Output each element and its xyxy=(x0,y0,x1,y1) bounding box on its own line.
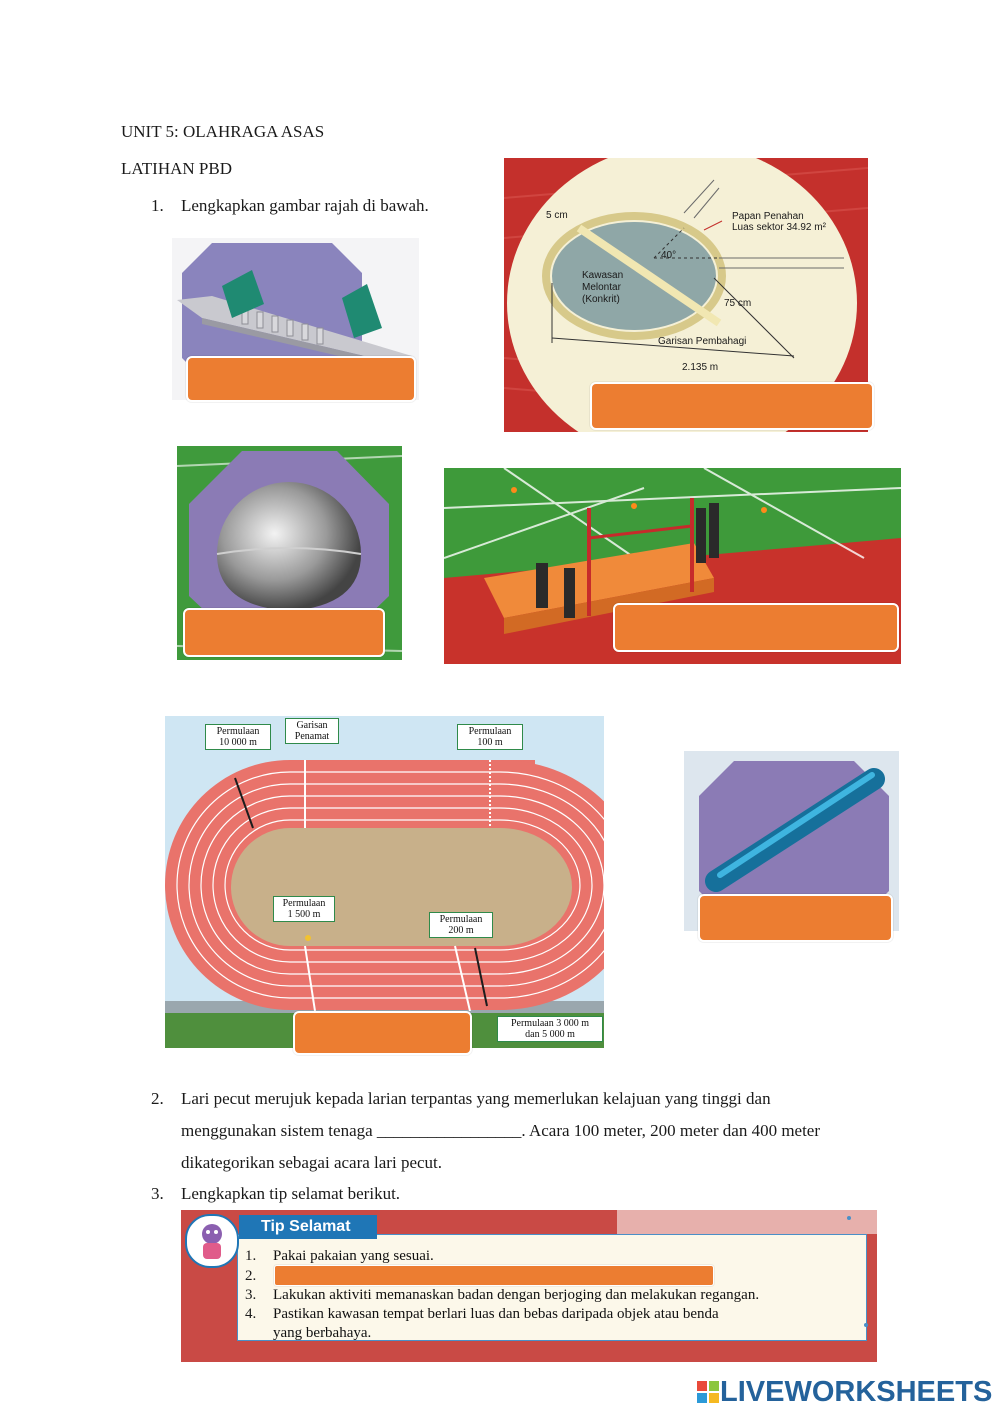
answer-box-throwing-circle[interactable] xyxy=(590,382,874,430)
label-start-3000-5000m: Permulaan 3 000 m dan 5 000 m xyxy=(497,1016,603,1042)
liveworksheets-brand: LIVEWORKSHEETS xyxy=(720,1376,993,1408)
label-75cm: 75 cm xyxy=(724,298,752,309)
mascot-icon xyxy=(187,1216,237,1266)
running-track-image xyxy=(165,716,604,1048)
q1-text: Lengkapkan gambar rajah di bawah. xyxy=(181,196,429,215)
answer-box-tip-2[interactable] xyxy=(274,1265,714,1286)
tip-4-text: Pastikan kawasan tempat berlari luas dan bebas daripada objek atau benda xyxy=(273,1306,719,1322)
answer-box-running-track[interactable] xyxy=(293,1011,472,1055)
q2-blank[interactable]: _________________ xyxy=(376,1121,522,1140)
label-5cm: 5 cm xyxy=(546,210,568,221)
liveworksheets-logo-icon xyxy=(697,1381,720,1404)
tip-4-number: 4. xyxy=(245,1306,257,1322)
tips-title: Tip Selamat xyxy=(261,1218,351,1235)
q2-line1: Lari pecut merujuk kepada larian terpantas yang memerlukan kelajuan yang tinggi dan xyxy=(181,1089,771,1108)
running-track-diagram xyxy=(165,716,604,1048)
tip-3-number: 3. xyxy=(245,1287,257,1303)
tip-1-text: Pakai pakaian yang sesuai. xyxy=(273,1248,434,1264)
panel-dot-top xyxy=(847,1216,851,1220)
label-stop-board: Papan Penahan Luas sektor 34.92 m² xyxy=(732,211,826,233)
panel-dot-bottom xyxy=(864,1323,868,1327)
tip-2-number: 2. xyxy=(245,1268,257,1284)
q2-number: 2. xyxy=(151,1089,164,1108)
mascot-avatar xyxy=(185,1214,239,1268)
label-start-1500m: Permulaan 1 500 m xyxy=(273,896,335,922)
label-divider-line: Garisan Pembahagi xyxy=(658,336,747,347)
label-start-100m: Permulaan 100 m xyxy=(457,724,523,750)
logo-grid-icon xyxy=(697,1381,720,1404)
worksheet-subtitle: LATIHAN PBD xyxy=(121,159,232,178)
label-angle: 40° xyxy=(661,250,677,261)
q3-number: 3. xyxy=(151,1184,164,1203)
label-diameter: 2.135 m xyxy=(682,362,719,373)
label-throwing-area: Kawasan Melontar (Konkrit) xyxy=(582,270,624,305)
q2-line3: dikategorikan sebagai acara lari pecut. xyxy=(181,1153,443,1172)
tip-1-number: 1. xyxy=(245,1248,257,1264)
tips-title-bar xyxy=(239,1215,377,1239)
answer-box-shot-ball[interactable] xyxy=(183,608,385,657)
unit-title: UNIT 5: OLAHRAGA ASAS xyxy=(121,122,325,141)
label-finish-line: Garisan Penamat xyxy=(285,718,339,744)
answer-box-starting-block[interactable] xyxy=(186,356,416,402)
label-start-200m: Permulaan 200 m xyxy=(429,912,493,938)
tip-3-text: Lakukan aktiviti memanaskan badan dengan berjoging dan melakukan regangan. xyxy=(273,1287,760,1303)
q2-line2: menggunakan sistem tenaga _________________. Acara 100 meter, 200 meter dan 400 meter xyxy=(181,1121,821,1140)
label-start-10000m: Permulaan 10 000 m xyxy=(205,724,271,750)
answer-box-relay-baton[interactable] xyxy=(698,894,893,942)
q3-text: Lengkapkan tip selamat berikut. xyxy=(181,1184,401,1203)
tip-4-text-cont: yang berbahaya. xyxy=(273,1325,372,1341)
answer-box-high-jump[interactable] xyxy=(613,603,899,652)
q1-number: 1. xyxy=(151,196,164,215)
tips-header-strip xyxy=(617,1210,877,1234)
